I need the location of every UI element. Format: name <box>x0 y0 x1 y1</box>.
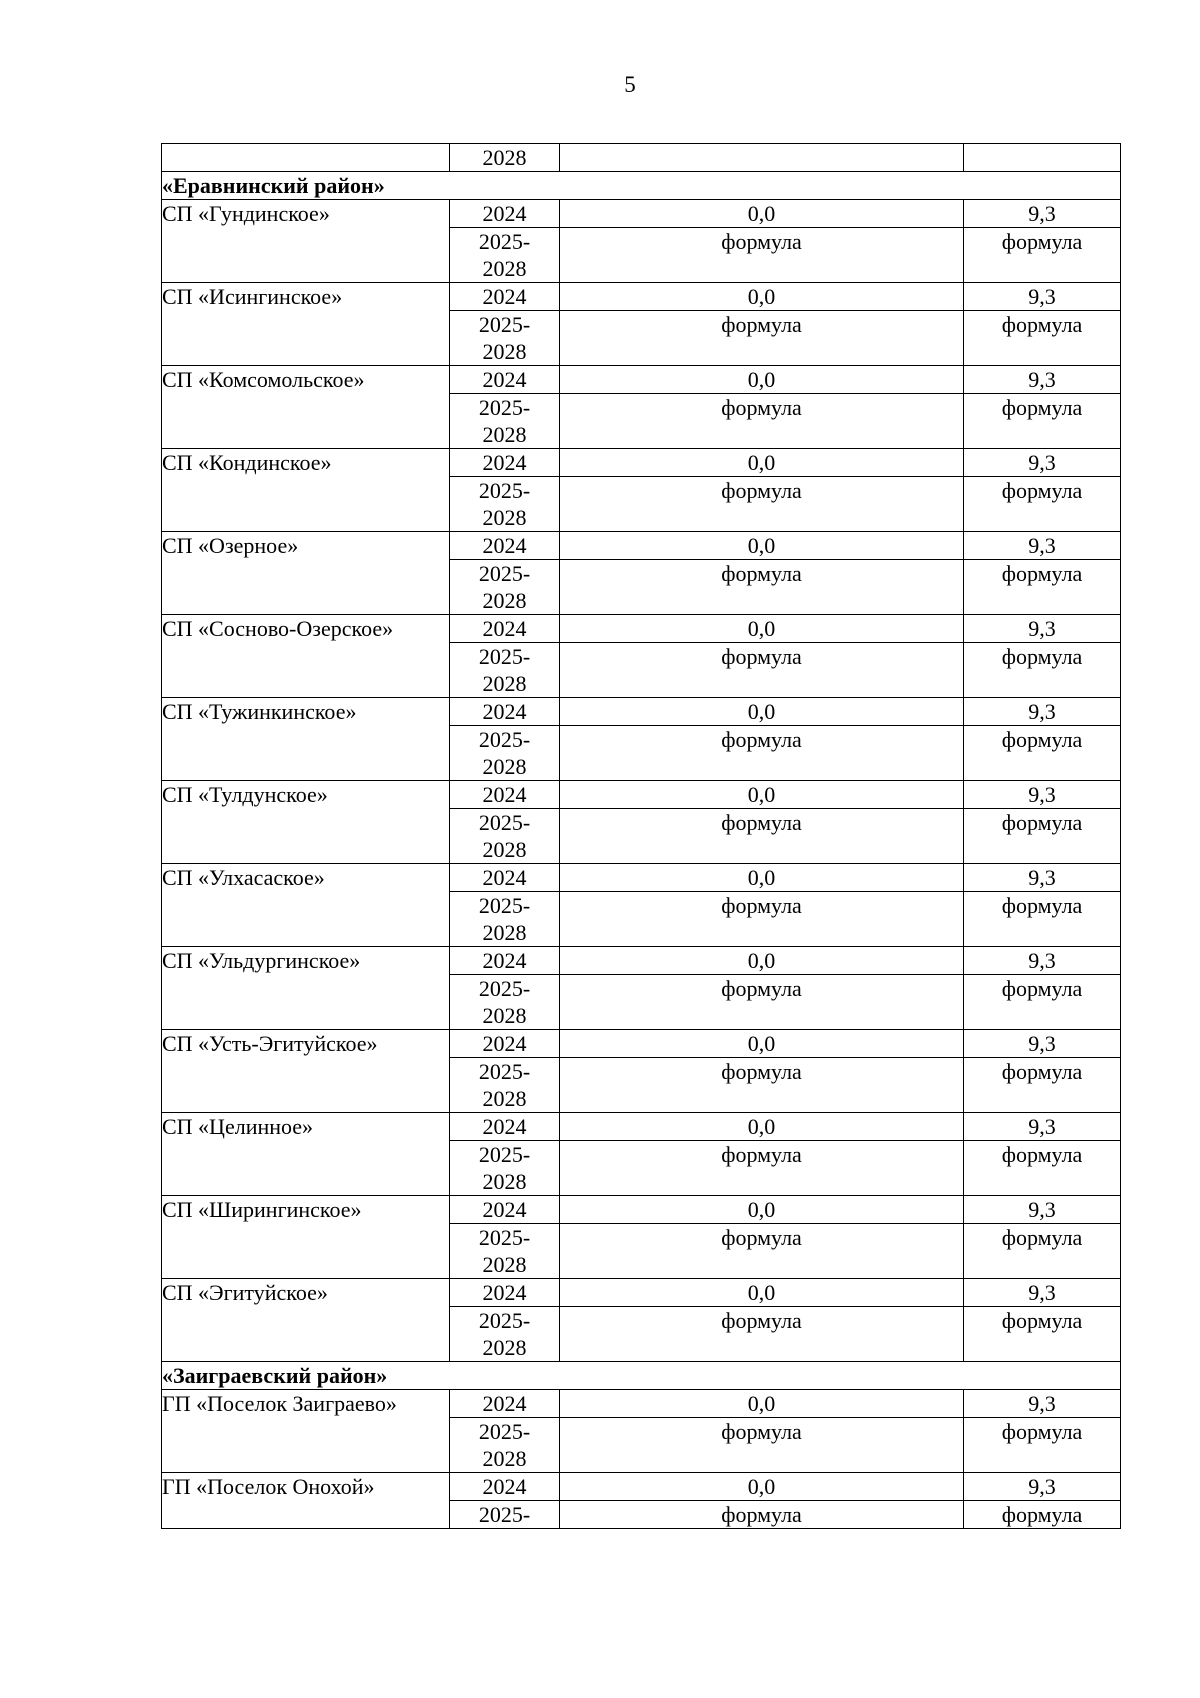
year-range-start: 2025- <box>478 561 531 586</box>
year-cell: 2024 <box>450 1113 560 1141</box>
value-cell: формула <box>560 726 964 781</box>
table-row <box>162 283 1121 311</box>
value-cell: формула <box>964 643 1121 698</box>
value-cell: формула <box>560 892 964 947</box>
value-cell: формула <box>964 892 1121 947</box>
value-cell: формула <box>560 477 964 532</box>
year-range-end: 2028 <box>482 754 527 779</box>
year-cell <box>450 311 560 366</box>
value-cell: 0,0 <box>560 698 964 726</box>
year-range-start: 2025- <box>478 810 531 835</box>
settlement-name: СП «Сосново-Озерское» <box>162 615 450 698</box>
value-cell: формула <box>560 809 964 864</box>
settlement-name: СП «Тужинкинское» <box>162 698 450 781</box>
value-cell: 9,3 <box>964 1030 1121 1058</box>
year-range-end: 2028 <box>482 339 527 364</box>
year-cell <box>450 1058 560 1113</box>
year-range-start: 2025- <box>478 1142 531 1167</box>
value-cell: формула <box>560 394 964 449</box>
year-range-end: 2028 <box>482 920 527 945</box>
value-cell: формула <box>964 228 1121 283</box>
table-row <box>162 1473 1121 1501</box>
value-cell: формула <box>560 975 964 1030</box>
settlement-cell <box>162 144 450 172</box>
value-cell: формула <box>560 560 964 615</box>
value-cell: формула <box>560 1058 964 1113</box>
table-row <box>162 1030 1121 1058</box>
table-row <box>162 1279 1121 1307</box>
year-range-start: 2025- <box>478 312 531 337</box>
value-cell: формула <box>560 228 964 283</box>
year-cell <box>450 1224 560 1279</box>
table-row <box>162 449 1121 477</box>
district-name: «Еравнинский район» <box>162 172 1121 200</box>
value-cell: 9,3 <box>964 1390 1121 1418</box>
value-cell: формула <box>964 477 1121 532</box>
value-cell <box>964 144 1121 172</box>
value-cell: формула <box>964 560 1121 615</box>
value-cell: 9,3 <box>964 615 1121 643</box>
value-cell: формула <box>964 809 1121 864</box>
year-range-start: 2025- <box>478 229 531 254</box>
value-cell: формула <box>964 1224 1121 1279</box>
page-number: 5 <box>624 72 636 97</box>
value-cell: формула <box>964 1501 1121 1529</box>
year-range-start: 2025- <box>478 1225 531 1250</box>
year-cell <box>450 1418 560 1473</box>
table-row <box>162 781 1121 809</box>
value-cell: 0,0 <box>560 1113 964 1141</box>
settlement-name: СП «Исингинское» <box>162 283 450 366</box>
table-row <box>162 532 1121 560</box>
year-range-end: 2028 <box>482 422 527 447</box>
year-cell <box>450 1501 560 1529</box>
year-cell <box>450 1141 560 1196</box>
value-cell: формула <box>964 726 1121 781</box>
settlement-name: СП «Целинное» <box>162 1113 450 1196</box>
value-cell: 0,0 <box>560 366 964 394</box>
value-cell <box>560 144 964 172</box>
settlement-name: СП «Ширингинское» <box>162 1196 450 1279</box>
value-cell: формула <box>560 1501 964 1529</box>
year-cell: 2024 <box>450 532 560 560</box>
year-cell: 2024 <box>450 1279 560 1307</box>
year-cell: 2024 <box>450 200 560 228</box>
value-cell: формула <box>964 1418 1121 1473</box>
settlement-name: СП «Усть-Эгитуйское» <box>162 1030 450 1113</box>
district-row <box>162 172 1121 200</box>
value-cell: 9,3 <box>964 864 1121 892</box>
value-cell: формула <box>560 1418 964 1473</box>
table-row <box>162 698 1121 726</box>
value-cell: 0,0 <box>560 283 964 311</box>
year-cell <box>450 1307 560 1362</box>
year-range-end: 2028 <box>482 256 527 281</box>
year-range-start: 2025- <box>478 395 531 420</box>
value-cell: 9,3 <box>964 200 1121 228</box>
table-row <box>162 366 1121 394</box>
table-row <box>162 1196 1121 1224</box>
value-cell: 0,0 <box>560 781 964 809</box>
year-range-start: 2025- <box>478 1308 531 1333</box>
year-range-end: 2028 <box>482 671 527 696</box>
settlement-name: СП «Кондинское» <box>162 449 450 532</box>
year-cell: 2024 <box>450 1196 560 1224</box>
year-range-start: 2025- <box>478 478 531 503</box>
value-cell: 9,3 <box>964 698 1121 726</box>
year-cell: 2024 <box>450 1390 560 1418</box>
district-name: «Заиграевский район» <box>162 1362 1121 1390</box>
value-cell: формула <box>560 1141 964 1196</box>
table-row <box>162 864 1121 892</box>
value-cell: формула <box>964 975 1121 1030</box>
data-table <box>161 143 1121 1529</box>
table-row <box>162 947 1121 975</box>
value-cell: 0,0 <box>560 615 964 643</box>
value-cell: 9,3 <box>964 1196 1121 1224</box>
value-cell: формула <box>560 1307 964 1362</box>
year-cell <box>450 975 560 1030</box>
year-cell: 2024 <box>450 864 560 892</box>
table-row-continuation <box>162 144 1121 172</box>
year-cell <box>450 643 560 698</box>
value-cell: 9,3 <box>964 366 1121 394</box>
year-range-end: 2028 <box>482 1446 527 1471</box>
value-cell: 9,3 <box>964 947 1121 975</box>
settlement-name: СП «Улхасаское» <box>162 864 450 947</box>
value-cell: 0,0 <box>560 532 964 560</box>
year-range-end: 2028 <box>482 1335 527 1360</box>
value-cell: 9,3 <box>964 532 1121 560</box>
year-range-start: 2025- <box>478 1502 531 1527</box>
settlement-name: СП «Комсомольское» <box>162 366 450 449</box>
year-cell: 2024 <box>450 698 560 726</box>
year-range-start: 2025- <box>478 1419 531 1444</box>
year-cell: 2024 <box>450 615 560 643</box>
value-cell: 0,0 <box>560 1030 964 1058</box>
value-cell: 0,0 <box>560 864 964 892</box>
value-cell: 0,0 <box>560 1196 964 1224</box>
settlement-name: ГП «Поселок Заиграево» <box>162 1390 450 1473</box>
year-cell: 2024 <box>450 781 560 809</box>
year-range-end: 2028 <box>482 1003 527 1028</box>
year-range-start: 2025- <box>478 893 531 918</box>
value-cell: 9,3 <box>964 283 1121 311</box>
year-range-start: 2025- <box>478 1059 531 1084</box>
year-cell <box>450 809 560 864</box>
value-cell: формула <box>964 1141 1121 1196</box>
value-cell: 9,3 <box>964 1279 1121 1307</box>
year-cell: 2024 <box>450 947 560 975</box>
year-cell: 2024 <box>450 366 560 394</box>
year-cell <box>450 228 560 283</box>
table-row <box>162 1390 1121 1418</box>
year-range-end: 2028 <box>482 1086 527 1111</box>
year-range-end: 2028 <box>482 837 527 862</box>
value-cell: формула <box>560 311 964 366</box>
value-cell: 9,3 <box>964 449 1121 477</box>
year-range-end: 2028 <box>482 505 527 530</box>
year-cell: 2024 <box>450 1030 560 1058</box>
value-cell: формула <box>964 311 1121 366</box>
year-cell <box>450 560 560 615</box>
year-cell <box>450 477 560 532</box>
year-range-start: 2025- <box>478 727 531 752</box>
settlement-name: СП «Озерное» <box>162 532 450 615</box>
settlement-name: ГП «Поселок Онохой» <box>162 1473 450 1529</box>
table-row <box>162 615 1121 643</box>
year-range-end: 2028 <box>482 1252 527 1277</box>
year-cell: 2024 <box>450 283 560 311</box>
value-cell: 0,0 <box>560 449 964 477</box>
year-range-start: 2025- <box>478 976 531 1001</box>
value-cell: 0,0 <box>560 947 964 975</box>
year-cell: 2024 <box>450 449 560 477</box>
value-cell: 0,0 <box>560 1279 964 1307</box>
settlement-name: СП «Гундинское» <box>162 200 450 283</box>
value-cell: формула <box>964 394 1121 449</box>
year-range-end: 2028 <box>482 588 527 613</box>
year-range-end: 2028 <box>482 1169 527 1194</box>
year-cell: 2024 <box>450 1473 560 1501</box>
table-row <box>162 1113 1121 1141</box>
value-cell: 0,0 <box>560 1473 964 1501</box>
value-cell: 0,0 <box>560 200 964 228</box>
district-row <box>162 1362 1121 1390</box>
value-cell: 9,3 <box>964 1473 1121 1501</box>
value-cell: 9,3 <box>964 781 1121 809</box>
year-cell: 2028 <box>450 144 560 172</box>
value-cell: формула <box>964 1307 1121 1362</box>
value-cell: 0,0 <box>560 1390 964 1418</box>
value-cell: формула <box>964 1058 1121 1113</box>
settlement-name: СП «Тулдунское» <box>162 781 450 864</box>
year-cell <box>450 394 560 449</box>
value-cell: формула <box>560 1224 964 1279</box>
settlement-name: СП «Эгитуйское» <box>162 1279 450 1362</box>
value-cell: 9,3 <box>964 1113 1121 1141</box>
year-cell <box>450 726 560 781</box>
year-cell <box>450 892 560 947</box>
value-cell: формула <box>560 643 964 698</box>
table-row <box>162 200 1121 228</box>
settlement-name: СП «Ульдургинское» <box>162 947 450 1030</box>
year-range-start: 2025- <box>478 644 531 669</box>
